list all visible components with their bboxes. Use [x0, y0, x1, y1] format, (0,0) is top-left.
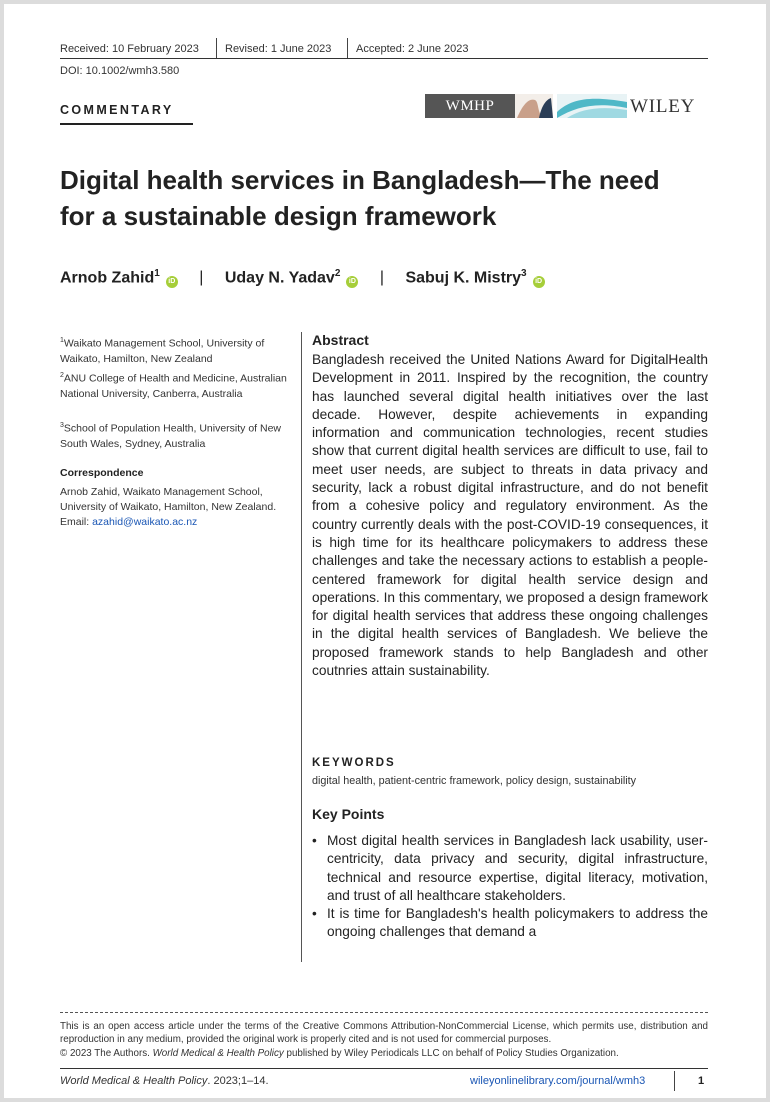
author-affiliation-mark: 1 — [154, 268, 160, 279]
doi[interactable]: DOI: 10.1002/wmh3.580 — [60, 65, 180, 77]
email-label: Email: — [60, 516, 93, 528]
author-name[interactable]: Sabuj K. Mistry — [405, 269, 522, 287]
section-label: COMMENTARY — [60, 103, 174, 117]
received-date: Received: 10 February 2023 — [60, 43, 199, 55]
header-separator — [347, 38, 348, 58]
key-point-text: It is time for Bangladesh's health policymakers to address the ongoing challenges that demand a — [327, 906, 708, 940]
affiliation-text: Waikato Management School, University of Waikato, Hamilton, New Zealand — [60, 337, 265, 365]
column-divider — [301, 332, 302, 962]
page-number: 1 — [698, 1075, 705, 1087]
article-title: Digital health services in Bangladesh—The need for a sustainable design framework — [60, 165, 660, 231]
affiliation — [60, 333, 295, 367]
author-affiliation-mark: 3 — [521, 268, 527, 279]
key-points-list — [312, 832, 708, 942]
key-point-text: Most digital health services in Bangladesh lack usability, user-centricity, data privacy and security, digital infrastructure, technical and resource expertise, digital literacy, motivation, and trust of all healthcare stakeholders. — [327, 833, 708, 903]
license-text: This is an open access article under the terms of the Creative Commons Attribution-NonCommercial License, which permits use, distribution and reproduction in any medium, provided the original work is properly cited and is not used for commercial purposes. — [60, 1021, 708, 1046]
abstract-heading: Abstract — [312, 332, 369, 348]
accepted-date: Accepted: 2 June 2023 — [356, 43, 469, 55]
affiliation-text: School of Population Health, University of New South Wales, Sydney, Australia — [60, 422, 282, 450]
orcid-icon[interactable]: iD — [166, 276, 178, 288]
author-name[interactable]: Uday N. Yadav — [224, 269, 335, 287]
journal-url-link[interactable]: wileyonlinelibrary.com/journal/wmh3 — [470, 1075, 646, 1087]
affiliation-number: 1 — [60, 337, 64, 344]
orcid-icon[interactable]: iD — [533, 276, 545, 288]
journal-cover-image — [515, 94, 553, 118]
affiliation-number: 3 — [60, 422, 64, 429]
author-separator: | — [199, 269, 204, 287]
footer-rule — [60, 1068, 708, 1069]
publisher-logo: WILEY — [630, 96, 696, 117]
journal-logo: WMHP — [425, 94, 515, 118]
key-points-heading: Key Points — [312, 806, 385, 822]
paper-page — [4, 4, 766, 1098]
author-list — [60, 268, 545, 288]
section-label-underline — [60, 123, 193, 125]
copyright-text: © 2023 The Authors. — [60, 1047, 153, 1059]
license-notice — [60, 1020, 708, 1060]
orcid-icon[interactable]: iD — [346, 276, 358, 288]
author-affiliation-mark: 2 — [334, 268, 341, 279]
journal-volume-info: . 2023;1–14. — [207, 1075, 269, 1087]
bullet: • — [312, 906, 317, 922]
affiliation-text: ANU College of Health and Medicine, Australian National University, Canberra, Australia — [60, 372, 287, 400]
keywords-text: digital health, patient-centric framework, policy design, sustainability — [312, 775, 637, 787]
journal-citation — [60, 1075, 269, 1087]
header-separator — [216, 38, 217, 58]
license-publisher-text: published by Wiley Periodicals LLC on behalf of Policy Studies Organization. — [283, 1047, 619, 1059]
keywords-heading: KEYWORDS — [312, 757, 396, 769]
abstract-text: Bangladesh received the United Nations Award for DigitalHealth Development in 2011. Inspired by the recognition, the country has launched several digital health initiatives over the last decade. However, despite achievements in expanding information and communication technologies, recent studies show that current digital health services are difficult to use, fail to meet user needs, are subject to threats in data privacy and security, lack a robust digital infrastructure, and do not benefit from a cohesive policy and regulatory environment. As the country currently deals with the post-COVID-19 consequences, it is high time for its healthcare policymakers to address these challenges and take the necessary actions to establish a people-centered framework for digital health service design and operations. In this commentary, we proposed a design framework for digital health services that address these ongoing challenges in the digital health services of Bangladesh. We believe the proposed framework stands to help Bangladesh and other coutnries attain sustainability. — [312, 352, 708, 679]
bullet: • — [312, 833, 317, 848]
revised-date: Revised: 1 June 2023 — [225, 43, 332, 55]
journal-banner-image — [557, 94, 627, 118]
key-point-item — [312, 832, 708, 905]
footer-separator — [674, 1071, 675, 1091]
journal-name: World Medical & Health Policy — [60, 1075, 208, 1087]
author-name[interactable]: Arnob Zahid — [60, 269, 155, 287]
footer-dashed-rule — [60, 1012, 708, 1013]
affiliation — [60, 418, 295, 452]
header-rule — [60, 58, 708, 59]
correspondence-address: Arnob Zahid, Waikato Management School, University of Waikato, Hamilton, New Zealand. — [60, 486, 277, 513]
correspondence-block — [60, 485, 295, 530]
author-separator: | — [379, 269, 384, 287]
affiliation-number: 2 — [60, 372, 64, 379]
affiliation — [60, 368, 295, 402]
license-journal-name: World Medical & Health Policy — [152, 1047, 284, 1059]
email-link[interactable]: azahid@waikato.ac.nz — [92, 516, 198, 528]
key-point-item — [312, 905, 708, 942]
correspondence-heading: Correspondence — [60, 467, 144, 479]
